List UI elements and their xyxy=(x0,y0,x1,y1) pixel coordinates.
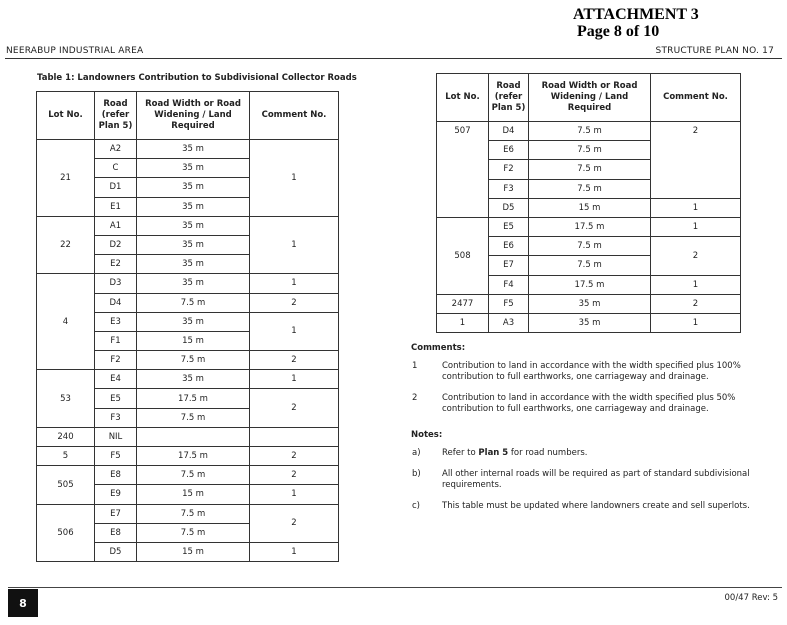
comment-number: 1 xyxy=(412,361,418,371)
road-cell: C xyxy=(95,159,137,178)
page-number: 8 xyxy=(8,589,38,617)
road-cell: NIL xyxy=(95,427,137,446)
road-cell: A3 xyxy=(489,313,529,332)
lot-cell: 22 xyxy=(37,216,95,274)
table-row xyxy=(437,294,741,313)
road-cell: D5 xyxy=(95,542,137,561)
road-cell: D1 xyxy=(95,178,137,197)
table-row xyxy=(437,313,741,332)
table-row xyxy=(37,274,339,293)
width-cell: 7.5 m xyxy=(529,122,651,141)
col-header-lot: Lot No. xyxy=(437,74,489,122)
road-cell: D4 xyxy=(95,293,137,312)
width-cell: 35 m xyxy=(529,294,651,313)
comment-cell: 2 xyxy=(250,466,339,485)
road-cell: F3 xyxy=(95,408,137,427)
comment-number: 2 xyxy=(412,393,418,403)
width-cell: 35 m xyxy=(137,197,250,216)
col-header-lot: Lot No. xyxy=(37,92,95,140)
comment-item xyxy=(411,393,781,415)
width-cell: 15 m xyxy=(137,331,250,350)
lot-cell: 1 xyxy=(437,313,489,332)
road-cell: F2 xyxy=(95,351,137,370)
width-cell: 35 m xyxy=(137,370,250,389)
width-cell: 35 m xyxy=(137,274,250,293)
road-cell: F4 xyxy=(489,275,529,294)
road-cell: E8 xyxy=(95,523,137,542)
table-row xyxy=(37,370,339,389)
road-cell: E7 xyxy=(95,504,137,523)
comment-cell: 1 xyxy=(651,275,741,294)
note-text-post: for road numbers. xyxy=(508,448,588,458)
lot-cell: 21 xyxy=(37,140,95,217)
table-row xyxy=(37,216,339,235)
col-header-width: Road Width or Road Widening / Land Required xyxy=(529,74,651,122)
header-plan-name: STRUCTURE PLAN NO. 17 xyxy=(655,46,774,56)
notes-section xyxy=(411,430,781,522)
width-cell: 15 m xyxy=(137,485,250,504)
road-cell: D4 xyxy=(489,122,529,141)
width-cell: 35 m xyxy=(137,216,250,235)
comment-cell: 2 xyxy=(250,293,339,312)
notes-heading: Notes: xyxy=(411,430,443,440)
note-label: a) xyxy=(412,448,421,458)
width-cell: 17.5 m xyxy=(529,275,651,294)
width-cell: 35 m xyxy=(137,235,250,254)
landowners-table-left xyxy=(36,91,339,562)
col-header-road: Road (refer Plan 5) xyxy=(95,92,137,140)
comment-text: Contribution to land in accordance with the width specified plus 100% contribution to full earthworks, one carriageway and drainage. xyxy=(442,361,741,382)
footer-rule xyxy=(8,587,782,588)
attachment-title: ATTACHMENT 3 xyxy=(573,6,699,23)
road-cell: E8 xyxy=(95,466,137,485)
road-cell: D3 xyxy=(95,274,137,293)
comment-cell: 2 xyxy=(250,504,339,542)
note-label: b) xyxy=(412,469,421,479)
comment-cell: 2 xyxy=(651,237,741,275)
width-cell: 15 m xyxy=(137,542,250,561)
table1-title: Table 1: Landowners Contribution to Subdivisional Collector Roads xyxy=(37,73,357,83)
width-cell: 7.5 m xyxy=(529,141,651,160)
lot-cell: 2477 xyxy=(437,294,489,313)
width-cell: 7.5 m xyxy=(137,466,250,485)
note-item xyxy=(411,448,781,459)
road-cell: D2 xyxy=(95,235,137,254)
comment-cell: 1 xyxy=(651,217,741,236)
lot-cell: 240 xyxy=(37,427,95,446)
table-row xyxy=(437,122,741,141)
road-cell: E3 xyxy=(95,312,137,331)
table-row xyxy=(37,466,339,485)
road-cell: F5 xyxy=(95,447,137,466)
road-cell: E9 xyxy=(95,485,137,504)
width-cell: 35 m xyxy=(137,140,250,159)
comment-cell: 2 xyxy=(250,389,339,427)
comment-cell: 2 xyxy=(651,294,741,313)
road-cell: F3 xyxy=(489,179,529,198)
width-cell: 7.5 m xyxy=(137,523,250,542)
header-area-name: NEERABUP INDUSTRIAL AREA xyxy=(6,46,144,56)
comments-section xyxy=(411,343,781,425)
width-cell: 7.5 m xyxy=(529,237,651,256)
comment-cell: 1 xyxy=(250,485,339,504)
landowners-table-right xyxy=(436,73,741,333)
road-cell: A2 xyxy=(95,140,137,159)
road-cell: E6 xyxy=(489,141,529,160)
table-row xyxy=(37,427,339,446)
table-row xyxy=(37,140,339,159)
comment-cell: 2 xyxy=(651,122,741,199)
attachment-page: Page 8 of 10 xyxy=(577,23,660,40)
road-cell: D5 xyxy=(489,198,529,217)
lot-cell: 507 xyxy=(437,122,489,218)
note-text-bold: Plan 5 xyxy=(478,448,509,458)
lot-cell: 4 xyxy=(37,274,95,370)
comment-item xyxy=(411,361,781,383)
comment-cell: 1 xyxy=(250,542,339,561)
comment-cell: 1 xyxy=(250,274,339,293)
width-cell: 35 m xyxy=(137,255,250,274)
width-cell: 35 m xyxy=(137,178,250,197)
road-cell: E5 xyxy=(95,389,137,408)
note-text-pre: Refer to xyxy=(442,448,479,458)
comments-heading: Comments: xyxy=(411,343,466,353)
width-cell: 15 m xyxy=(529,198,651,217)
table-row xyxy=(37,504,339,523)
note-label: c) xyxy=(412,501,420,511)
col-header-comment: Comment No. xyxy=(250,92,339,140)
width-cell: 17.5 m xyxy=(529,217,651,236)
comment-cell: 2 xyxy=(250,351,339,370)
lot-cell: 506 xyxy=(37,504,95,562)
lot-cell: 508 xyxy=(437,217,489,294)
width-cell: 17.5 m xyxy=(137,389,250,408)
width-cell: 17.5 m xyxy=(137,447,250,466)
comment-cell: 2 xyxy=(250,447,339,466)
road-cell: E4 xyxy=(95,370,137,389)
width-cell: 7.5 m xyxy=(137,351,250,370)
table-row xyxy=(437,217,741,236)
road-cell: A1 xyxy=(95,216,137,235)
comment-cell xyxy=(250,427,339,446)
lot-cell: 53 xyxy=(37,370,95,428)
comment-cell: 1 xyxy=(250,140,339,217)
note-item xyxy=(411,501,781,512)
road-cell: E5 xyxy=(489,217,529,236)
lot-cell: 5 xyxy=(37,447,95,466)
width-cell: 7.5 m xyxy=(529,160,651,179)
width-cell: 7.5 m xyxy=(137,293,250,312)
col-header-comment: Comment No. xyxy=(651,74,741,122)
road-cell: F1 xyxy=(95,331,137,350)
width-cell: 7.5 m xyxy=(137,408,250,427)
width-cell: 7.5 m xyxy=(529,179,651,198)
comment-cell: 1 xyxy=(250,370,339,389)
lot-cell: 505 xyxy=(37,466,95,504)
table-row xyxy=(37,447,339,466)
col-header-width: Road Width or Road Widening / Land Required xyxy=(137,92,250,140)
width-cell: 7.5 m xyxy=(137,504,250,523)
col-header-road: Road (refer Plan 5) xyxy=(489,74,529,122)
width-cell: 7.5 m xyxy=(529,256,651,275)
road-cell: E6 xyxy=(489,237,529,256)
comment-cell: 1 xyxy=(250,312,339,350)
road-cell: E2 xyxy=(95,255,137,274)
comment-cell: 1 xyxy=(651,198,741,217)
road-cell: F2 xyxy=(489,160,529,179)
comment-cell: 1 xyxy=(250,216,339,274)
note-item xyxy=(411,469,781,491)
note-text: This table must be updated where landowners create and sell superlots. xyxy=(442,501,750,511)
width-cell: 35 m xyxy=(529,313,651,332)
note-text: All other internal roads will be required as part of standard subdivisional requirements. xyxy=(442,469,750,490)
road-cell: E1 xyxy=(95,197,137,216)
road-cell: E7 xyxy=(489,256,529,275)
width-cell: 35 m xyxy=(137,312,250,331)
width-cell xyxy=(137,427,250,446)
comment-cell: 1 xyxy=(651,313,741,332)
attachment-label xyxy=(573,6,699,40)
header-rule xyxy=(5,58,782,59)
road-cell: F5 xyxy=(489,294,529,313)
comment-text: Contribution to land in accordance with the width specified plus 50% contribution to full earthworks, one carriageway and drainage. xyxy=(442,393,736,414)
width-cell: 35 m xyxy=(137,159,250,178)
document-revision: 00/47 Rev: 5 xyxy=(724,593,778,603)
